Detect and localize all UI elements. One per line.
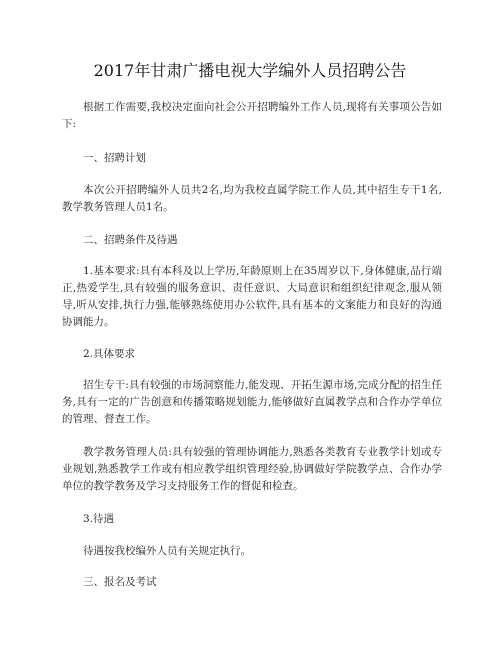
subheading-benefits: 3.待遇 xyxy=(83,513,115,525)
section-heading-registration: 三、报名及考试 xyxy=(83,576,157,588)
academic-admin-paragraph: 教学教务管理人员:具有较强的管理协调能力,熟悉各类教育专业教学计划或专业规划,熟悉教学工作或有相应教学组织管理经验,协调做好学院教学点、合作办学单位的教学教务及学习支持服务工作的督促和检查。 xyxy=(62,446,442,492)
subheading-specific-requirements: 2.具体要求 xyxy=(83,348,136,360)
admissions-officer-paragraph: 招生专干:具有较强的市场洞察能力,能发现、开拓生源市场,完成分配的招生任务,具有一定的广告创意和传播策略规划能力,能够做好直属教学点和合作办学单位的管理、督查工作。 xyxy=(62,379,442,425)
section-heading-conditions: 二、招聘条件及待遇 xyxy=(83,234,178,246)
document-title: 2017年甘肃广播电视大学编外人员招聘公告 xyxy=(93,61,407,80)
basic-requirements-paragraph: 1.基本要求:具有本科及以上学历,年龄原则上在35周岁以下,身体健康,品行端正,热爱学生,具有较强的服务意识、责任意识、大局意识和组织纪律观念,服从领导,听从安排,执行力强,能够熟练使用办公软件,具有基本的文案能力和良好的沟通协调能力。 xyxy=(62,265,442,328)
section-heading-recruitment-plan: 一、招聘计划 xyxy=(83,152,146,164)
recruitment-plan-paragraph: 本次公开招聘编外人员共2名,均为我校直属学院工作人员,其中招生专干1名,教学教务管理人员1名。 xyxy=(62,184,442,213)
intro-paragraph: 根据工作需要,我校决定面向社会公开招聘编外工作人员,现将有关事项公告如下: xyxy=(62,101,442,130)
benefits-paragraph: 待遇按我校编外人员有关规定执行。 xyxy=(83,545,251,557)
